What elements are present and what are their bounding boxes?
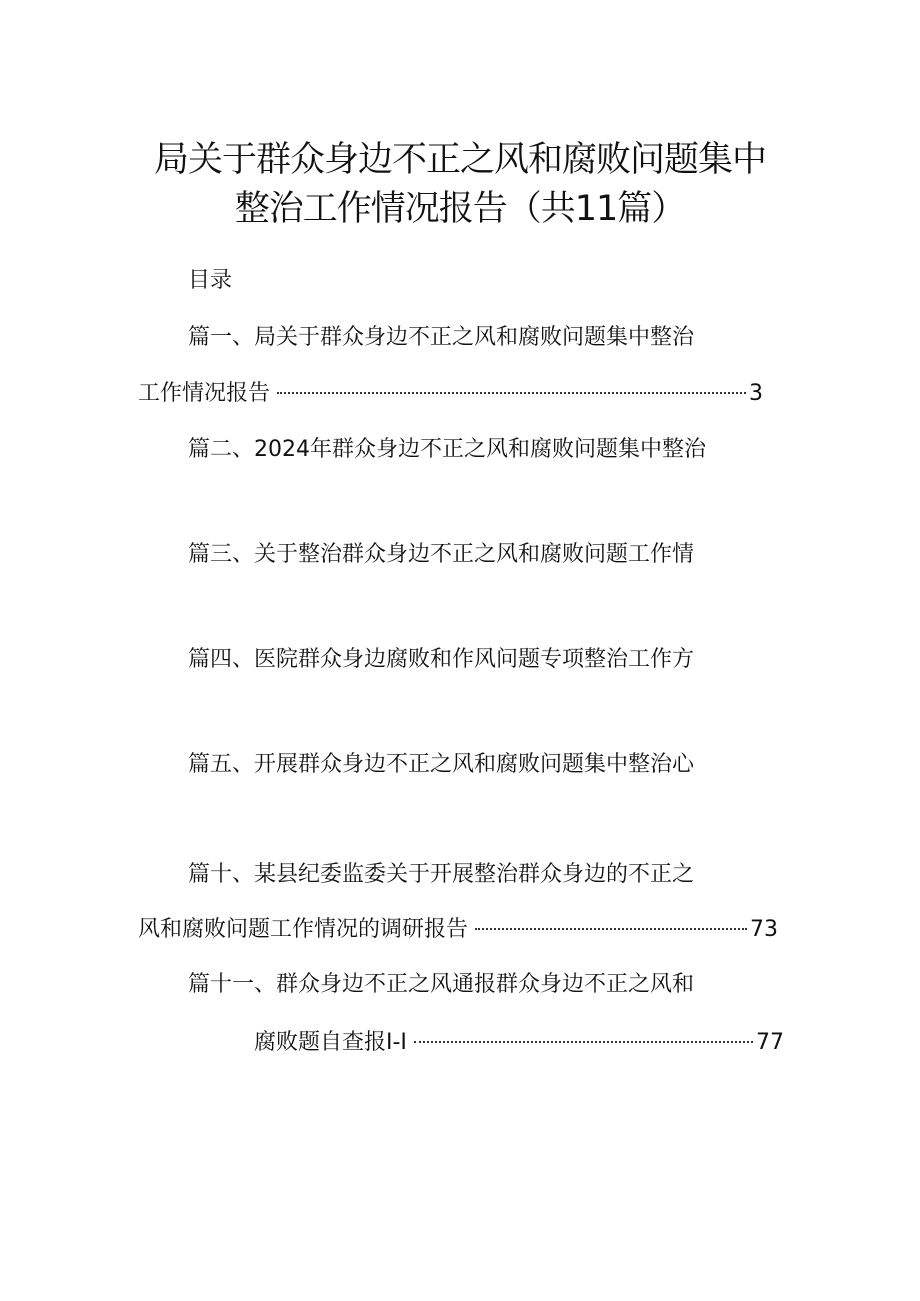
toc-entry-7-cont-text: 腐败题自查报I-I <box>254 1030 407 1055</box>
toc-entry-7-continuation[interactable] <box>254 1028 784 1058</box>
toc-entry-7-page: 77 <box>756 1030 784 1055</box>
toc-entry-3-title[interactable]: 篇三、关于整治群众身边不正之风和腐败问题工作情 <box>188 542 695 567</box>
toc-entry-4-title[interactable]: 篇四、医院群众身边腐败和作风问题专项整治工作方 <box>188 647 695 672</box>
document-title-line-1: 局关于群众身边不正之风和腐败问题集中 <box>153 140 766 180</box>
toc-entry-6-continuation[interactable] <box>138 915 778 945</box>
dot-leader <box>475 928 747 930</box>
dot-leader <box>277 392 746 394</box>
toc-entry-1-title[interactable]: 篇一、局关于群众身边不正之风和腐败问题集中整治 <box>188 325 695 350</box>
toc-heading: 目录 <box>188 268 233 293</box>
document-title-line-2: 整治工作情况报告（共11篇） <box>234 189 686 229</box>
toc-entry-1-continuation[interactable] <box>138 379 763 409</box>
toc-entry-6-page: 73 <box>750 917 778 942</box>
toc-entry-6-title[interactable]: 篇十、某县纪委监委关于开展整治群众身边的不正之 <box>188 862 695 887</box>
toc-entry-7-title[interactable]: 篇十一、群众身边不正之风通报群众身边不正之风和 <box>188 972 695 997</box>
toc-entry-2-title[interactable]: 篇二、2024年群众身边不正之风和腐败问题集中整治 <box>188 437 706 462</box>
toc-entry-6-cont-text: 风和腐败问题工作情况的调研报告 <box>138 917 469 942</box>
toc-entry-1-cont-text: 工作情况报告 <box>138 381 271 406</box>
toc-entry-5-title[interactable]: 篇五、开展群众身边不正之风和腐败问题集中整治心 <box>188 752 695 777</box>
dot-leader <box>414 1041 753 1043</box>
toc-entry-1-page: 3 <box>749 381 763 406</box>
